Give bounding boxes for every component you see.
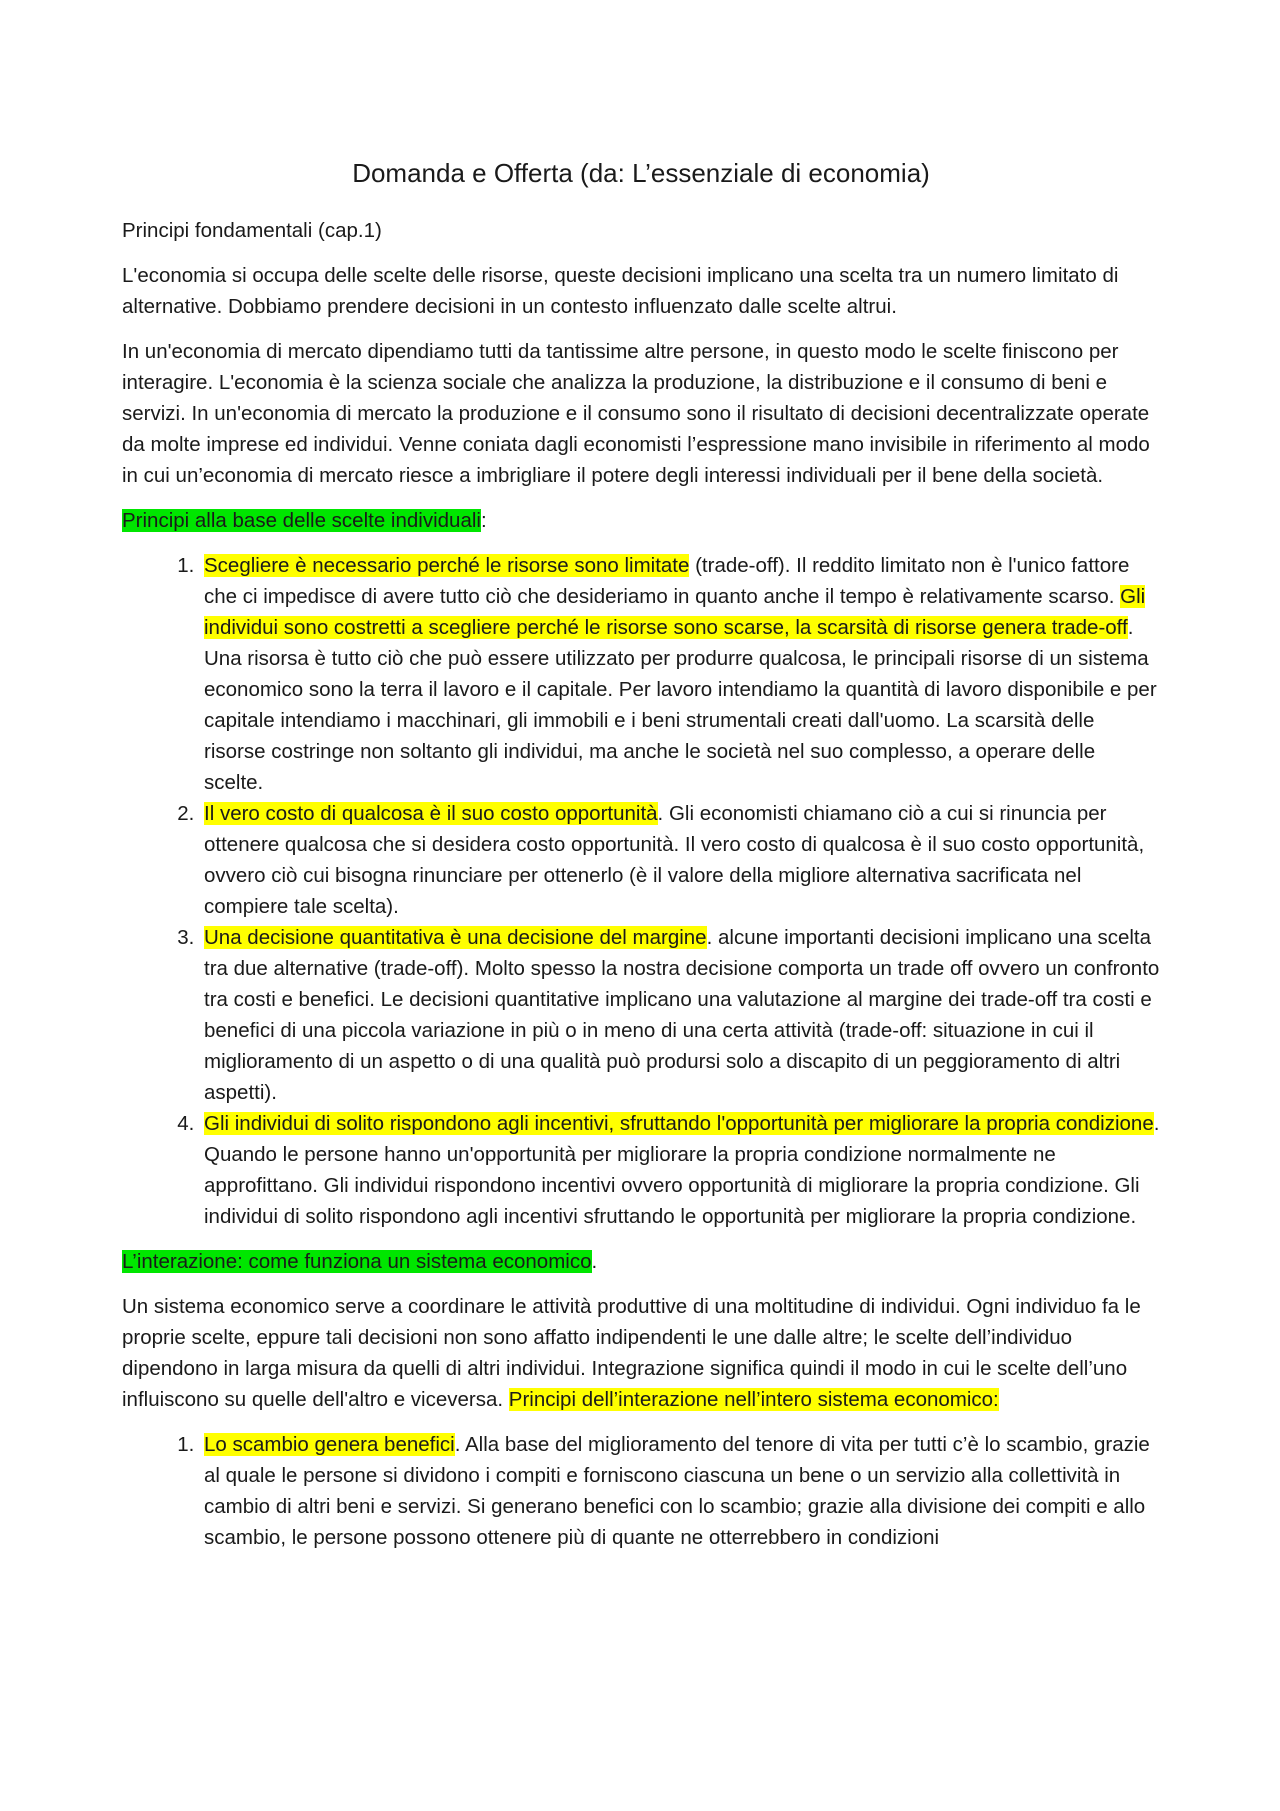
section-subtitle: Principi fondamentali (cap.1) — [122, 219, 382, 242]
economic-system-paragraph: Un sistema economico serve a coordinare le attività produttive di una moltitudine di individui. Ogni individuo fa le proprie scelte, eppure tali decisioni non sono affatto indipendenti le une dalle altre; le scelte dell’individuo dipendono in larga misura da quelli di altri individui. Integrazione significa quindi il modo in cui le scelte dell’uno influiscono su quelle dell'altro e viceversa. Principi dell’interazione nell’intero sistema economico: — [122, 1295, 1141, 1411]
yellow-highlight: Gli individui di solito rispondono agli incentivi, sfruttando l'opportunità per migliorare la propria condizione — [204, 1112, 1154, 1135]
list-item: 1. Lo scambio genera benefici. Alla base del miglioramento del tenore di vita per tutti c’è lo scambio, grazie al quale le persone si dividono i compiti e forniscono ciascuna un bene o un servizio alla collettività in cambio di altri beni e servizi. Si generano benefici con lo scambio; grazie alla divisione dei compiti e allo scambio, le persone possono ottenere più di quante ne otterrebbero in condizioni — [200, 1429, 1160, 1553]
market-economy-paragraph: In un'economia di mercato dipendiamo tutti da tantissime altre persone, in questo modo le scelte finiscono per interagire. L'economia è la scienza sociale che analizza la produzione, la distribuzione e il consumo di beni e servizi. In un'economia di mercato la produzione e il consumo sono il risultato di decisioni decentralizzate operate da molte imprese ed individui. Venne coniata dagli economisti l’espressione mano invisibile in riferimento al modo in cui un’economia di mercato riesce a imbrigliare il potere degli interessi individuali per il bene della società. — [122, 340, 1150, 487]
list-item: 3. Una decisione quantitativa è una decisione del margine. alcune importanti decisioni implicano una scelta tra due alternative (trade-off). Molto spesso la nostra decisione comporta un trade off ovvero un confronto tra costi e benefici. Le decisioni quantitative implicano una valutazione al margine dei trade-off tra costi e benefici di una piccola variazione in più o in meno di una certa attività (trade-off: situazione in cui il miglioramento di un aspetto o di una qualità può prodursi solo a discapito di un peggioramento di altri aspetti). — [200, 922, 1160, 1108]
section-heading-individual-choices: Principi alla base delle scelte individuali: — [122, 509, 487, 532]
yellow-highlight: Lo scambio genera benefici — [204, 1433, 455, 1456]
list-item: 2. Il vero costo di qualcosa è il suo costo opportunità. Gli economisti chiamano ciò a cui si rinuncia per ottenere qualcosa che si desidera costo opportunità. Il vero costo di qualcosa è il suo costo opportunità, ovvero ciò cui bisogna rinunciare per ottenerlo (è il valore della migliore alternativa sacrificata nel compiere tale scelta). — [200, 798, 1160, 922]
intro-paragraph: L'economia si occupa delle scelte delle risorse, queste decisioni implicano una scelta tra un numero limitato di alternative. Dobbiamo prendere decisioni in un contesto influenzato dalle scelte altrui. — [122, 264, 1119, 318]
section-heading-interaction: L’interazione: come funziona un sistema economico. — [122, 1250, 598, 1273]
green-highlight: Principi alla base delle scelte individuali — [122, 509, 481, 532]
yellow-highlight: Gli individui sono costretti a scegliere perché le risorse sono scarse, la scarsità di risorse genera trade-off — [204, 585, 1146, 639]
green-highlight: L’interazione: come funziona un sistema economico — [122, 1250, 592, 1273]
list-item: 4. Gli individui di solito rispondono agli incentivi, sfruttando l'opportunità per migliorare la propria condizione. Quando le persone hanno un'opportunità per migliorare la propria condizione normalmente ne approfittano. Gli individui rispondono incentivi ovvero opportunità di migliorare la propria condizione. Gli individui di solito rispondono agli incentivi sfruttando le opportunità per migliorare la propria condizione. — [200, 1108, 1160, 1232]
document-title: Domanda e Offerta (da: L’essenziale di economia) — [352, 158, 930, 188]
yellow-highlight: Una decisione quantitativa è una decisione del margine — [204, 926, 707, 949]
yellow-highlight: Scegliere è necessario perché le risorse sono limitate — [204, 554, 690, 577]
list-item: 1. Scegliere è necessario perché le risorse sono limitate (trade-off). Il reddito limitato non è l'unico fattore che ci impedisce di avere tutto ciò che desideriamo in quanto anche il tempo è relativamente scarso. Gli individui sono costretti a scegliere perché le risorse sono scarse, la scarsità di risorse genera trade-off. Una risorsa è tutto ciò che può essere utilizzato per produrre qualcosa, le principali risorse di un sistema economico sono la terra il lavoro e il capitale. Per lavoro intendiamo la quantità di lavoro disponibile e per capitale intendiamo i macchinari, gli immobili e i beni strumentali creati dall'uomo. La scarsità delle risorse costringe non soltanto gli individui, ma anche le società nel suo complesso, a operare delle scelte. — [200, 550, 1160, 798]
yellow-highlight: Principi dell’interazione nell’intero sistema economico: — [508, 1388, 999, 1411]
interaction-principles-list — [122, 1429, 1160, 1553]
individual-principles-list — [122, 550, 1160, 1232]
yellow-highlight: Il vero costo di qualcosa è il suo costo opportunità — [204, 802, 658, 825]
